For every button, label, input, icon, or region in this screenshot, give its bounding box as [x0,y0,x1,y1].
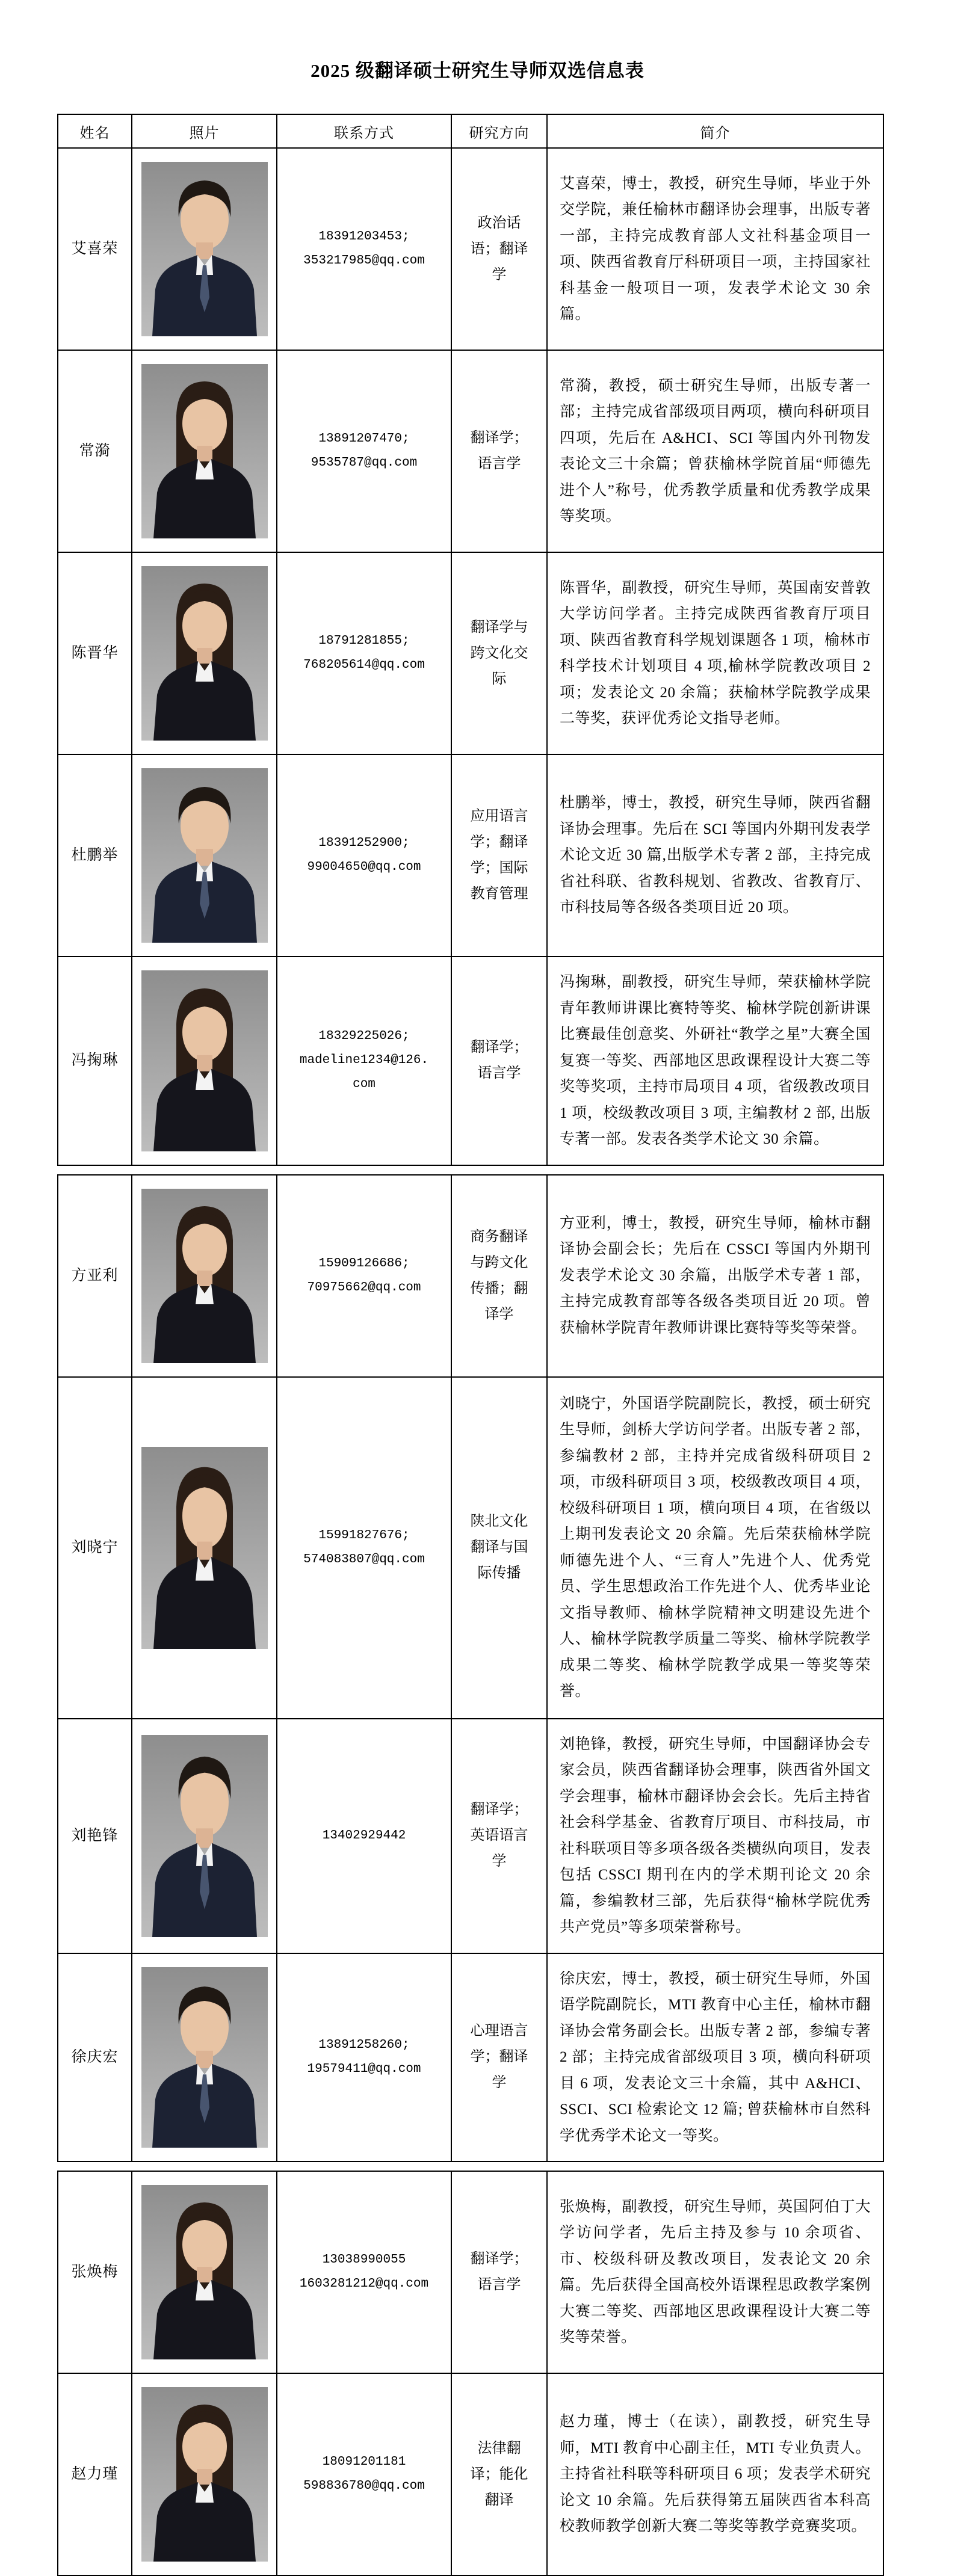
table-section [57,1174,884,2163]
table-section [57,114,884,1166]
contact-cell [276,755,451,956]
photo-cell [131,149,276,350]
contact-line: 15991827676; [318,1528,410,1542]
photo-cell [131,1378,276,1718]
contact-cell [276,1378,451,1718]
name-cell: 杜鹏举 [71,847,119,863]
name-cell: 常漪 [79,443,111,459]
research-cell [451,2172,546,2373]
photo-cell [131,957,276,1165]
contact-line: 13891207470; [318,432,410,446]
header-cell: 联系方式 [276,115,451,147]
photo-cell [131,1176,276,1376]
female-portrait-photo [141,2185,268,2359]
research-text: 应用语言学；翻译学；国际教育管理 [470,809,528,902]
table-row [58,1718,883,1953]
table-header-row [58,115,883,147]
header-cell: 照片 [131,115,276,147]
male-portrait-photo [141,768,268,943]
research-cell [451,1176,546,1376]
header-cell: 简介 [546,115,883,147]
intro-cell [546,2172,883,2373]
contact-line: 353217985@qq.com [303,254,425,268]
contact-line: 9535787@qq.com [311,456,418,470]
intro-cell [546,1378,883,1718]
contact-line: 768205614@qq.com [303,658,425,672]
research-text: 翻译学；语言学 [470,1040,528,1082]
intro-text: 常漪，教授，硕士研究生导师，出版专著一部；主持完成省部级项目两项，横向科研项目四项，先后在 A&HCI、SCI 等国内外刊物发表论文三十余篇；曾获榆林学院首届“师德先进个人”称号，优秀教学质量和优秀教学成果等奖项。 [560,377,871,525]
research-cell [451,1378,546,1718]
contact-cell [276,149,451,350]
name-cell: 方亚利 [71,1267,119,1284]
photo-cell [131,2374,276,2575]
research-text: 商务翻译与跨文化传播；翻译学 [470,1228,528,1322]
photo-cell [131,351,276,552]
name-cell: 赵力瑾 [71,2466,119,2482]
intro-text: 徐庆宏，博士，教授，硕士研究生导师，外国语学院副院长，MTI 教育中心主任，榆林市翻译协会常务副会长。出版专著 2 部，参编专著 2 部；主持完成省部级项目 3 项，横向科研项目 6 项，发表论文三十余篇，其中 A&HCI、SSCI、SCI 检索论文 12 篇; 曾获榆林市自然科学优秀学术论文一等奖。 [560,1970,871,2144]
intro-text: 张焕梅，副教授，研究生导师，英国阿伯丁大学访问学者，先后主持及参与 10 余项省、市、校级科研及教改项目，发表论文 20 余篇。先后获得全国高校外语课程思政教学案例大赛二等奖、西部地区思政课程设计大赛二等奖等荣誉。 [560,2198,871,2346]
research-text: 翻译学；语言学 [470,2251,528,2293]
contact-line: 13038990055 [322,2253,406,2267]
research-text: 翻译学与跨文化交际 [470,619,528,687]
photo-cell [131,553,276,754]
research-text: 陕北文化翻译与国际传播 [470,1514,528,1581]
research-text: 法律翻译；能化翻译 [470,2440,528,2508]
photo-cell [131,755,276,956]
contact-cell [276,2374,451,2575]
research-text: 翻译学；语言学 [470,430,528,472]
name-cell: 徐庆宏 [71,2048,119,2065]
table-row [58,2373,883,2575]
intro-cell [546,553,883,754]
table-section [57,2171,884,2576]
photo-cell [131,1954,276,2162]
photo-cell [131,1719,276,1953]
name-cell: 陈晋华 [71,645,119,661]
contact-line: 70975662@qq.com [307,1280,421,1295]
intro-text: 冯掬琳，副教授，研究生导师，荣获榆林学院青年教师讲课比赛特等奖、榆林学院创新讲课比赛最佳创意奖、外研社“教学之星”大赛全国复赛一等奖、西部地区思政课程设计大赛二等奖等奖项，主持市局项目 4 项，省级教改项目 1 项，校级教改项目 3 项, 主编教材 2 部, 出版专著一部。发表各类学术论文 30 余篇。 [560,974,871,1147]
female-portrait-photo [141,1189,268,1363]
research-text: 翻译学；英语语言学 [470,1802,528,1869]
male-portrait-photo [141,162,268,336]
female-portrait-photo [141,1447,268,1649]
supervisor-table [57,114,884,2576]
female-portrait-photo [141,2387,268,2562]
contact-line: 574083807@qq.com [303,1552,425,1567]
contact-line: 18091201181 [322,2455,406,2469]
intro-cell [546,1176,883,1376]
intro-cell [546,1954,883,2162]
contact-cell [276,1176,451,1376]
contact-line: 1603281212@qq.com [299,2277,429,2291]
intro-text: 刘艳锋，教授，研究生导师，中国翻译协会专家会员，陕西省翻译协会理事，陕西省外国文学会理事，榆林市翻译协会会长。先后主持省社会科学基金、省教育厅项目、市科技局，市社科联项目等多项各级各类横纵向项目，发表包括 CSSCI 期刊在内的学术期刊论文 20 余篇，参编教材三部，先后获得“榆林学院优秀共产党员”等多项荣誉称号。 [560,1736,871,1935]
intro-cell [546,149,883,350]
table-row [58,956,883,1165]
male-portrait-photo [141,1967,268,2148]
contact-cell [276,553,451,754]
research-cell [451,2374,546,2575]
contact-line: 598836780@qq.com [303,2479,425,2493]
contact-cell [276,2172,451,2373]
contact-line: 13891258260; [318,2038,410,2052]
contact-cell [276,351,451,552]
name-cell: 刘艳锋 [71,1827,119,1844]
research-cell [451,957,546,1165]
research-cell [451,1719,546,1953]
contact-cell [276,1719,451,1953]
table-row [58,1176,883,1376]
intro-text: 杜鹏举，博士，教授，研究生导师，陕西省翻译协会理事。先后在 SCI 等国内外期刊发表学术论文近 30 篇,出版学术专著 2 部，主持完成省社科联、省教科规划、省教改、省教育厅、市科技局等各级各类项目近 20 项。 [560,795,871,916]
research-cell [451,553,546,754]
page-title: 2025 级翻译硕士研究生导师双选信息表 [311,60,644,81]
intro-text: 赵力瑾，博士（在读），副教授，研究生导师，MTI 教育中心副主任，MTI 专业负责人。主持省社科联等科研项目 6 项；发表学术研究论文 10 余篇。先后获得第五届陕西省本科高校教师教学创新大赛二等奖等教学竞赛奖项。 [560,2414,871,2535]
research-cell [451,351,546,552]
table-row [58,552,883,754]
contact-cell [276,1954,451,2162]
female-portrait-photo [141,364,268,538]
research-text: 心理语言学；翻译学 [470,2023,528,2091]
intro-cell [546,351,883,552]
research-cell [451,755,546,956]
intro-cell [546,957,883,1165]
intro-text: 艾喜荣，博士，教授，研究生导师，毕业于外交学院，兼任榆林市翻译协会理事，出版专著一部，主持完成教育部人文社科基金项目一项、陕西省教育厅科研项目一项，主持国家社科基金一般项目一项，发表学术论文 30 余篇。 [560,175,871,322]
contact-line: 19579411@qq.com [307,2062,421,2076]
table-row [58,350,883,552]
contact-line: 18329225026; [318,1029,410,1044]
intro-cell [546,755,883,956]
intro-cell [546,1719,883,1953]
contact-line: madeline1234@126. [299,1053,429,1068]
contact-line: 18391252900; [318,836,410,850]
name-cell: 艾喜荣 [71,241,119,257]
contact-line: 18791281855; [318,634,410,648]
contact-line: 99004650@qq.com [307,860,421,874]
name-cell: 冯掬琳 [71,1052,119,1069]
name-cell: 刘晓宁 [71,1539,119,1556]
research-cell [451,149,546,350]
contact-line: com [353,1077,376,1092]
table-row [58,754,883,956]
intro-text: 陈晋华，副教授，研究生导师，英国南安普敦大学访问学者。主持完成陕西省教育厅项目项、陕西省教育科学规划课题各 1 项，榆林市科学技术计划项目 4 项,榆林学院教改项目 2 项；发表论文 20 余篇；获榆林学院教学成果二等奖，获评优秀论文指导老师。 [560,579,871,727]
contact-line: 18391203453; [318,230,410,244]
contact-line: 13402929442 [322,1828,406,1843]
table-row [58,147,883,350]
photo-cell [131,2172,276,2373]
table-row [58,1953,883,2162]
female-portrait-photo [141,566,268,741]
research-cell [451,1954,546,2162]
table-row [58,2172,883,2373]
name-cell: 张焕梅 [71,2264,119,2280]
intro-text: 刘晓宁，外国语学院副院长，教授，硕士研究生导师，剑桥大学访问学者。出版专著 2 部，参编教材 2 部，主持并完成省级科研项目 2 项，市级科研项目 3 项，校级教改项目 4 项，校级科研项目 1 项，横向项目 4 项，在省级以上期刊发表论文 20 余篇。先后荣获榆林学院师德先进个人、“三育人”先进个人、优秀党员、学生思想政治工作先进个人、优秀毕业论文指导教师、榆林学院精神文明建设先进个人、榆林学院教学质量二等奖、榆林学院教学成果二等奖、榆林学院教学成果一等奖等荣誉。 [560,1395,871,1699]
header-cell: 姓名 [79,125,110,141]
research-text: 政治话语；翻译学 [470,215,528,283]
female-portrait-photo [141,970,268,1151]
table-row [58,1376,883,1718]
intro-text: 方亚利，博士，教授，研究生导师，榆林市翻译协会副会长；先后在 CSSCI 等国内外期刊发表学术论文 30 余篇，出版学术专著 1 部，主持完成教育部等各级各类项目近 20 项。曾获榆林学院青年教师讲课比赛特等奖等荣誉。 [560,1215,871,1336]
header-cell: 研究方向 [451,115,546,147]
contact-cell [276,957,451,1165]
intro-cell [546,2374,883,2575]
contact-line: 15909126686; [318,1256,410,1271]
male-portrait-photo [141,1735,268,1937]
